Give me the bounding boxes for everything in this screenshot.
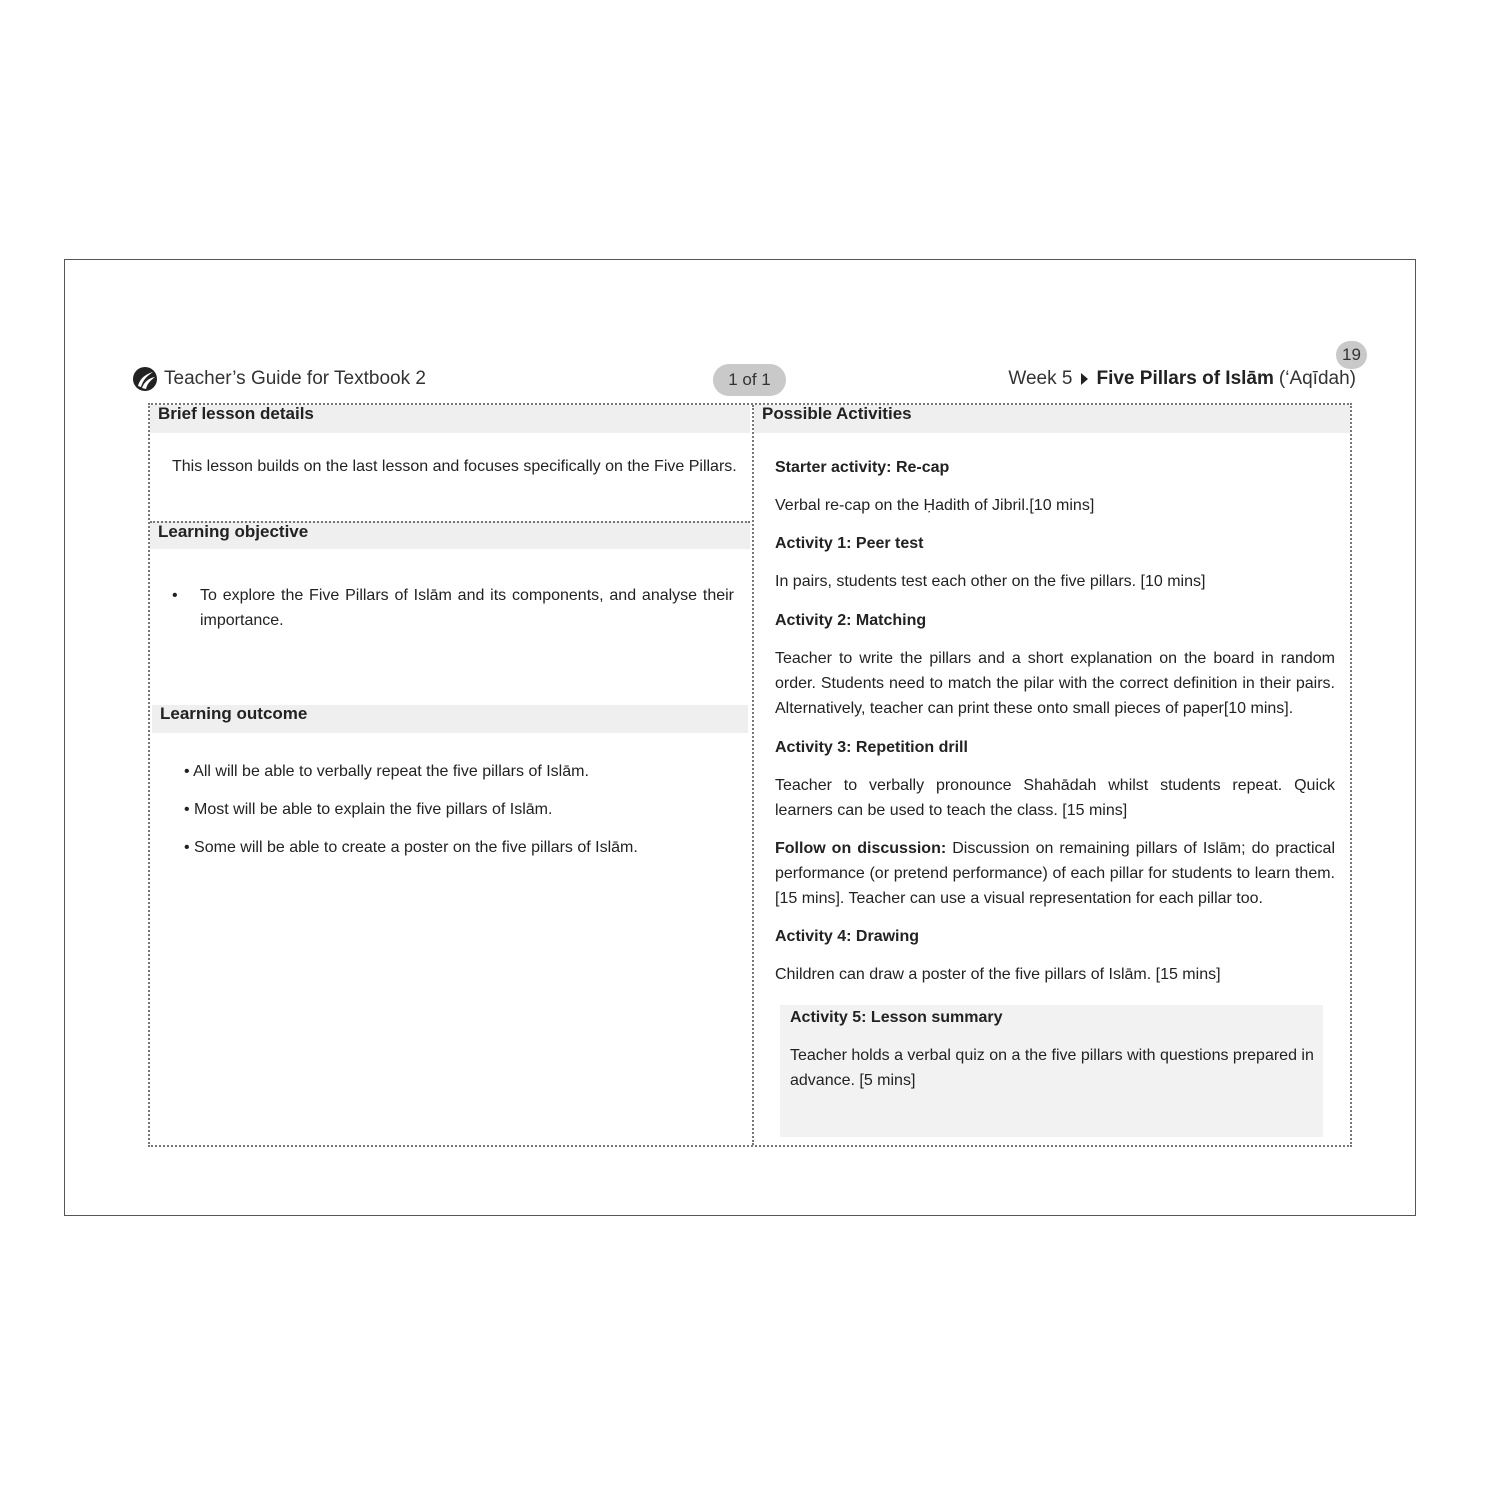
brief-lesson-text: This lesson builds on the last lesson and focuses specifically on the Five Pillars. <box>172 458 737 475</box>
lesson-summary-box <box>780 1005 1323 1137</box>
activity-block <box>775 924 1335 987</box>
outcome-item: • Most will be able to explain the five pillars of Islām. <box>184 801 553 818</box>
page-number-badge: 19 <box>1336 341 1367 369</box>
objective-text: To explore the Five Pillars of Islām and its components, and analyse their importance. <box>200 587 734 629</box>
possible-activities-heading: Possible Activities <box>754 405 1350 433</box>
topic-title: Five Pillars of Islām <box>1096 368 1274 389</box>
activity-block <box>775 735 1335 823</box>
activity-block <box>775 608 1335 721</box>
brief-lesson-heading: Brief lesson details <box>150 405 750 433</box>
summary-title: Activity 5: Lesson summary <box>790 1009 1003 1026</box>
activity-title: Activity 2: Matching <box>775 612 927 629</box>
activity-block <box>775 531 1335 594</box>
activity-block <box>775 836 1335 911</box>
activity-text: Teacher to write the pillars and a short explanation on the board in random order. Students need to match the pilar with the correct definition in their pairs. Alternatively, teacher can print these onto small pieces of paper[10 mins]. <box>775 650 1335 717</box>
learning-outcome-heading: Learning outcome <box>152 705 748 733</box>
lesson-plan-table <box>148 403 1352 1147</box>
page-indicator: 1 of 1 <box>713 364 786 396</box>
activity-text: Discussion on remaining pillars of Islām; do practical performance (or pretend performance) of each pillar for students to learn them. [15 mins]. Teacher can use a visual representation for each pillar too. <box>775 840 1335 907</box>
summary-text: Teacher holds a verbal quiz on a the five pillars with questions prepared in advance. [5 mins] <box>790 1047 1314 1089</box>
topic-subtitle: (‘Aqīdah) <box>1278 368 1356 389</box>
page-header <box>132 364 1356 396</box>
objective-item <box>172 583 734 633</box>
bullet-icon: • <box>172 587 178 604</box>
activity-title: Activity 3: Repetition drill <box>775 739 968 756</box>
activity-title: Starter activity: Re-cap <box>775 459 950 476</box>
learning-objective-heading: Learning objective <box>150 521 750 549</box>
activity-text: Verbal re-cap on the Ḥadith of Jibril.[10 mins] <box>775 497 1095 514</box>
activity-text: Children can draw a poster of the five pillars of Islām. [15 mins] <box>775 966 1221 983</box>
breadcrumb <box>1008 368 1356 390</box>
column-divider <box>752 405 754 1145</box>
activity-title: Activity 1: Peer test <box>775 535 924 552</box>
activity-text: In pairs, students test each other on the five pillars. [10 mins] <box>775 573 1206 590</box>
outcome-item: • Some will be able to create a poster on the five pillars of Islām. <box>184 839 638 856</box>
activity-text: Teacher to verbally pronounce Shahādah whilst students repeat. Quick learners can be used to teach the class. [15 mins] <box>775 777 1335 819</box>
activity-title: Follow on discussion: <box>775 840 947 857</box>
brand-title: Teacher’s Guide for Textbook 2 <box>164 368 426 389</box>
brand <box>132 366 426 392</box>
activity-title: Activity 4: Drawing <box>775 928 920 945</box>
outcome-item: • All will be able to verbally repeat the five pillars of Islām. <box>184 763 589 780</box>
week-label: Week 5 <box>1008 368 1073 389</box>
publisher-logo-icon <box>132 366 158 392</box>
activity-block <box>775 455 1335 518</box>
triangle-right-icon <box>1081 373 1088 385</box>
